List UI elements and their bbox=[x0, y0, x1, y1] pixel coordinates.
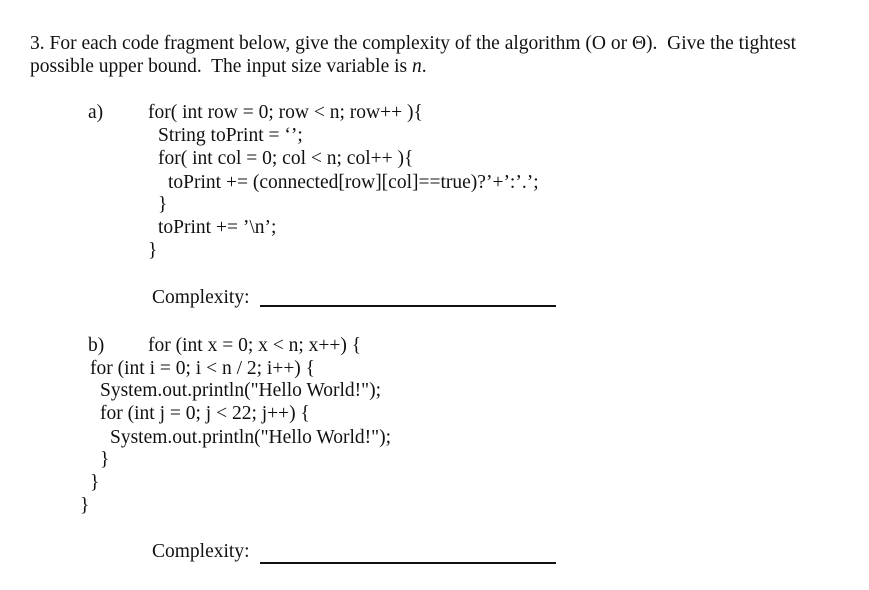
part-b-code-line-5: System.out.println("Hello World!"); bbox=[110, 427, 392, 448]
part-a-complexity-answer-line bbox=[260, 305, 556, 307]
part-b-code-line-3: System.out.println("Hello World!"); bbox=[100, 380, 382, 401]
part-b-complexity-label: Complexity: bbox=[152, 541, 250, 562]
part-a-code-line-6: toPrint += ’\n’; bbox=[158, 217, 277, 238]
part-a-code-line-2: String toPrint = ‘’; bbox=[158, 125, 303, 146]
part-a-code-line-7: } bbox=[148, 240, 158, 261]
part-a-label: a) bbox=[88, 102, 104, 123]
question-line-2-prefix: possible upper bound. The input size variable is bbox=[30, 56, 412, 77]
part-a-code-line-5: } bbox=[158, 194, 168, 215]
input-size-variable: n bbox=[411, 56, 422, 77]
part-b-code-line-6: } bbox=[100, 449, 110, 470]
question-line-1: 3. For each code fragment below, give the complexity of the algorithm (O or Θ). Give the tightest bbox=[30, 33, 797, 54]
part-a-code-line-4: toPrint += (connected[row][col]==true)?’+’:’.’; bbox=[168, 172, 539, 193]
part-b-code-line-1: for (int x = 0; x < n; x++) { bbox=[148, 335, 362, 356]
question-line-2-suffix: . bbox=[421, 56, 427, 77]
part-a-complexity-label: Complexity: bbox=[152, 287, 250, 308]
question-line-2 bbox=[30, 56, 427, 78]
part-b-code-line-2: for (int i = 0; i < n / 2; i++) { bbox=[90, 358, 316, 379]
part-b-label: b) bbox=[88, 335, 105, 356]
part-b-code-line-4: for (int j = 0; j < 22; j++) { bbox=[100, 403, 310, 424]
part-b-complexity-answer-line bbox=[260, 562, 556, 564]
part-a-code-line-3: for( int col = 0; col < n; col++ ){ bbox=[158, 148, 414, 169]
part-b-code-line-8: } bbox=[80, 495, 90, 516]
part-a-code-line-1: for( int row = 0; row < n; row++ ){ bbox=[148, 102, 423, 123]
part-b-code-line-7: } bbox=[90, 472, 100, 493]
